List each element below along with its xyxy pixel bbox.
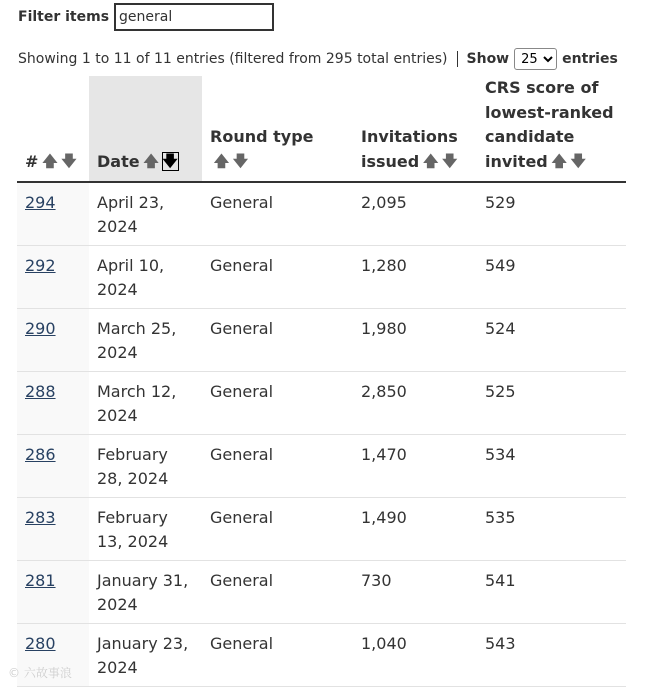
column-label: Invitations issued — [361, 127, 458, 171]
cell-number — [17, 309, 89, 372]
sort-controls — [422, 152, 458, 171]
table-row — [17, 246, 626, 309]
arrow-down-icon[interactable]: 🡇 — [570, 151, 586, 170]
table-row — [17, 309, 626, 372]
cell-date: March 25, 2024 — [89, 309, 202, 372]
cell-crs-score: 534 — [477, 435, 626, 498]
column-header-number — [17, 76, 89, 182]
cell-date: January 23, 2024 — [89, 624, 202, 687]
arrow-up-icon[interactable]: 🡅 — [143, 151, 159, 170]
filter-input[interactable] — [114, 3, 274, 31]
column-header-crs-score — [477, 76, 626, 182]
draw-number-link[interactable]: 292 — [25, 256, 56, 275]
arrow-up-icon[interactable]: 🡅 — [551, 151, 567, 170]
entries-summary: Showing 1 to 11 of 11 entries (filtered from 295 total entries) — [18, 51, 448, 67]
cell-invitations: 2,850 — [353, 372, 477, 435]
arrow-up-icon[interactable]: 🡅 — [423, 151, 439, 170]
cell-crs-score: 541 — [477, 561, 626, 624]
header-row — [17, 76, 626, 182]
sort-controls — [213, 152, 249, 171]
cell-crs-score: 524 — [477, 309, 626, 372]
cell-round-type: General — [202, 246, 353, 309]
draw-number-link[interactable]: 294 — [25, 193, 56, 212]
draw-number-link[interactable]: 288 — [25, 382, 56, 401]
sort-controls — [41, 152, 77, 171]
arrow-down-icon[interactable]: 🡇 — [61, 151, 77, 170]
table-row — [17, 561, 626, 624]
divider — [457, 51, 458, 67]
table-row — [17, 182, 626, 246]
cell-number — [17, 182, 89, 246]
arrow-down-icon[interactable]: 🡇 — [232, 151, 249, 170]
arrow-up-icon[interactable]: 🡅 — [42, 151, 58, 170]
column-label: Date — [97, 151, 140, 171]
entries-label: entries — [562, 51, 618, 67]
arrow-up-icon[interactable]: 🡅 — [213, 151, 230, 170]
cell-round-type: General — [202, 561, 353, 624]
cell-date: January 31, 2024 — [89, 561, 202, 624]
arrow-down-icon[interactable]: 🡇 — [442, 151, 458, 170]
cell-invitations: 1,040 — [353, 624, 477, 687]
cell-date: March 12, 2024 — [89, 372, 202, 435]
cell-crs-score: 549 — [477, 246, 626, 309]
draw-number-link[interactable]: 281 — [25, 571, 56, 590]
cell-crs-score: 525 — [477, 372, 626, 435]
cell-number — [17, 561, 89, 624]
column-label: Round type — [210, 127, 314, 146]
cell-round-type: General — [202, 372, 353, 435]
cell-invitations: 1,980 — [353, 309, 477, 372]
cell-crs-score: 529 — [477, 182, 626, 246]
column-label: CRS score of lowest-ranked candidate invited — [485, 78, 614, 171]
draw-number-link[interactable]: 286 — [25, 445, 56, 464]
cell-crs-score: 543 — [477, 624, 626, 687]
draw-number-link[interactable]: 290 — [25, 319, 56, 338]
show-label: Show — [466, 51, 510, 67]
cell-number — [17, 435, 89, 498]
cell-date: April 10, 2024 — [89, 246, 202, 309]
cell-number — [17, 246, 89, 309]
cell-crs-score: 535 — [477, 498, 626, 561]
draws-table — [17, 76, 626, 687]
cell-date: April 23, 2024 — [89, 182, 202, 246]
table-row — [17, 435, 626, 498]
table-body — [17, 182, 626, 687]
cell-invitations: 1,490 — [353, 498, 477, 561]
draw-number-link[interactable]: 283 — [25, 508, 56, 527]
cell-date: February 13, 2024 — [89, 498, 202, 561]
column-header-date — [89, 76, 202, 182]
cell-round-type: General — [202, 309, 353, 372]
sort-controls — [143, 152, 179, 171]
table-row — [17, 498, 626, 561]
cell-date: February 28, 2024 — [89, 435, 202, 498]
cell-round-type: General — [202, 498, 353, 561]
arrow-down-icon[interactable]: 🡇 — [162, 151, 178, 170]
cell-invitations: 730 — [353, 561, 477, 624]
sort-controls — [551, 152, 587, 171]
cell-round-type: General — [202, 182, 353, 246]
cell-number — [17, 498, 89, 561]
table-row — [17, 624, 626, 687]
page-size-select[interactable] — [514, 48, 557, 70]
column-label: # — [25, 151, 39, 171]
filter-label: Filter items — [18, 9, 110, 25]
cell-invitations: 1,470 — [353, 435, 477, 498]
filter-row — [18, 3, 274, 31]
table-info-row — [18, 48, 618, 70]
cell-invitations: 2,095 — [353, 182, 477, 246]
table-row — [17, 372, 626, 435]
cell-invitations: 1,280 — [353, 246, 477, 309]
draw-number-link[interactable]: 280 — [25, 634, 56, 653]
cell-number — [17, 372, 89, 435]
column-header-invitations — [353, 76, 477, 182]
cell-round-type: General — [202, 435, 353, 498]
cell-round-type: General — [202, 624, 353, 687]
watermark: © 六故事浪 — [8, 666, 72, 680]
column-header-round-type — [202, 76, 353, 182]
